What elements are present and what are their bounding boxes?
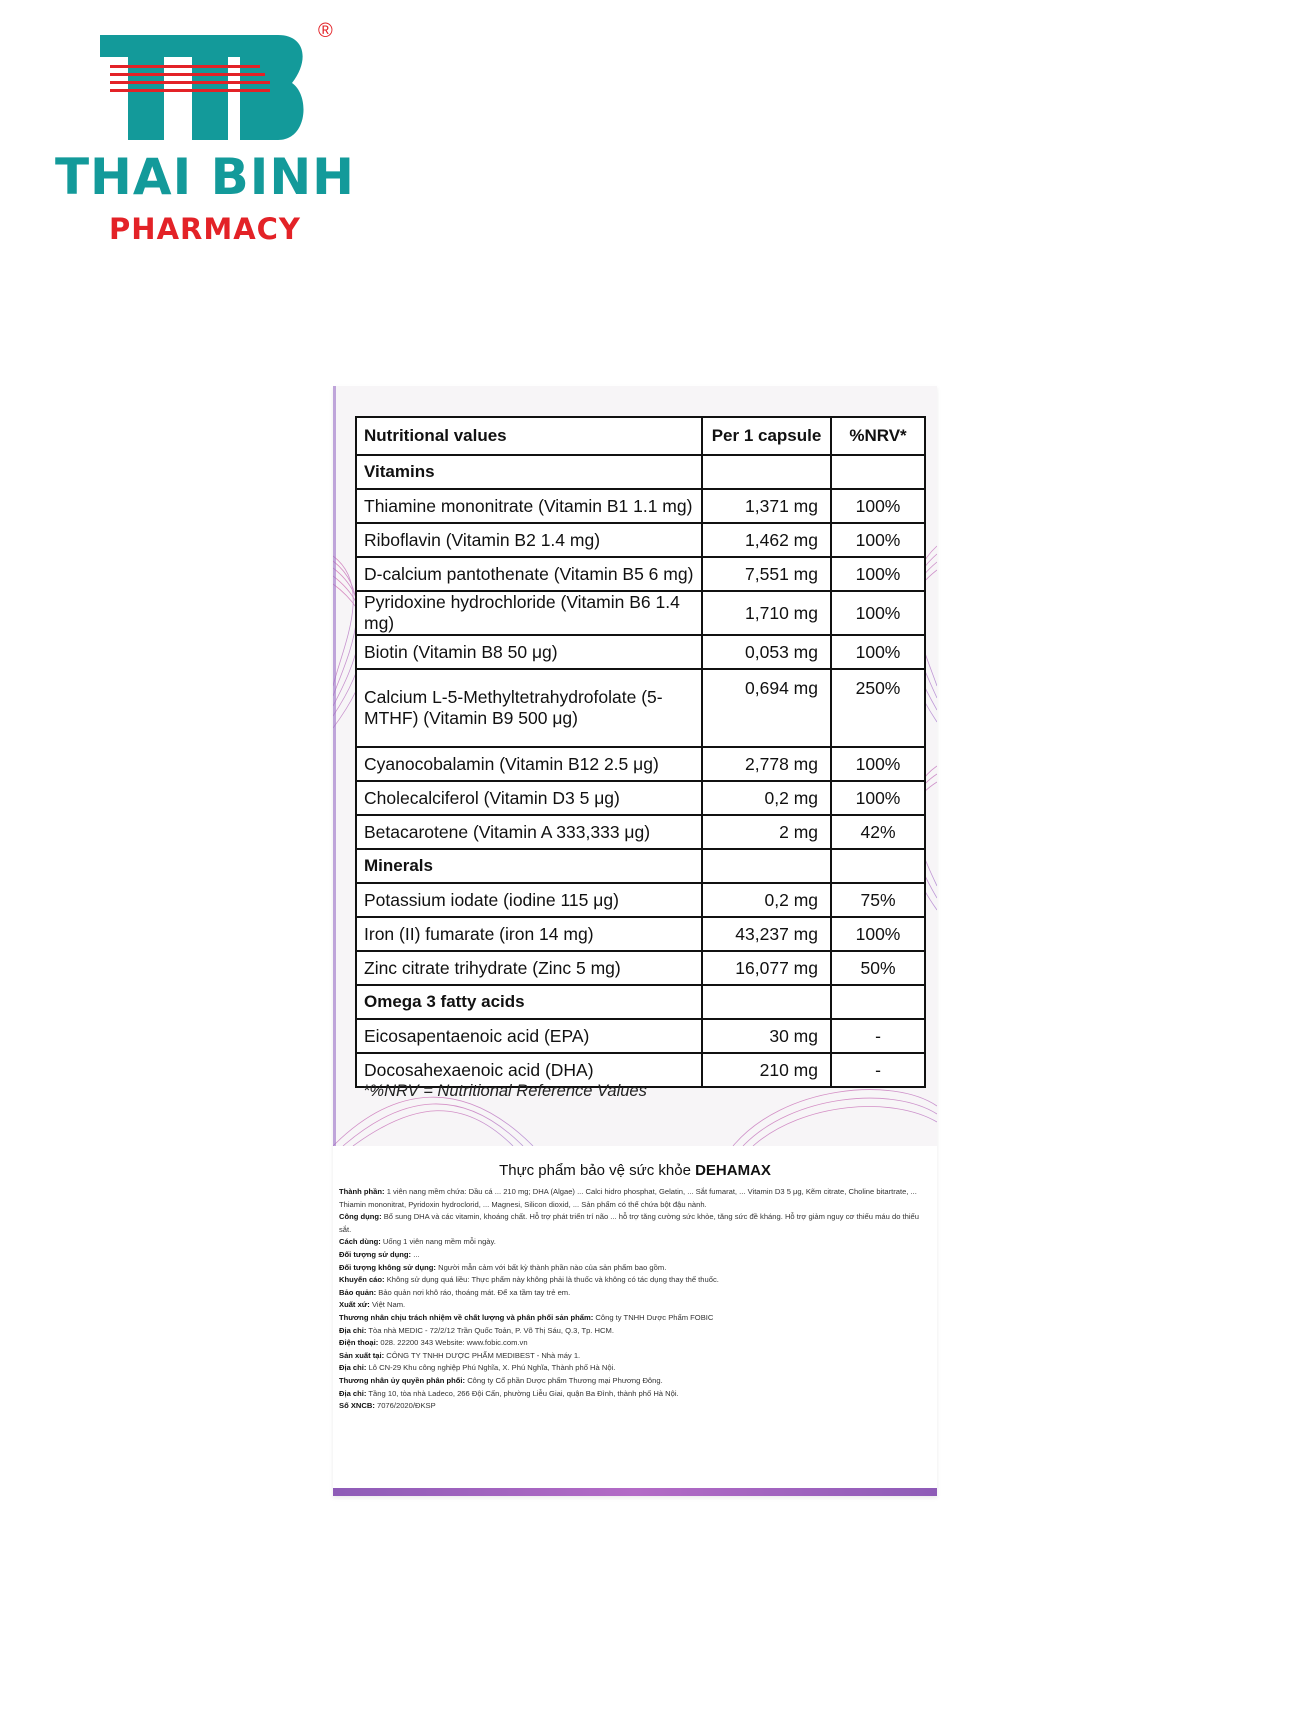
table-row bbox=[356, 815, 925, 849]
product-name: DEHAMAX bbox=[695, 1162, 771, 1179]
section-title: Vitamins bbox=[356, 455, 702, 489]
registered-mark: ® bbox=[318, 20, 333, 42]
table-row bbox=[356, 951, 925, 985]
info-label: Đối tượng không sử dụng: bbox=[339, 1262, 436, 1272]
info-line bbox=[339, 1388, 931, 1401]
info-line bbox=[339, 1299, 931, 1312]
table-header-row bbox=[356, 417, 925, 455]
info-text: 1 viên nang mềm chứa: Dầu cá ... 210 mg; DHA (Algae) ... Calci hidro phosphat, Gelatin, ... Sắt fumarat, ... Vitamin D3 5 μg, Kẽm citrate, Choline bitartrate, ... Thiamin mononitrat, Pyridoxin hydroclorid, ... Magnesi, Silicon dioxid, ... Sản phẩm có thể chứa bột đậu nành. bbox=[339, 1187, 917, 1209]
nutrient-nrv: 50% bbox=[831, 951, 925, 985]
header-nutritional-values: Nutritional values bbox=[356, 417, 702, 455]
table-row bbox=[356, 635, 925, 669]
section-row-minerals bbox=[356, 849, 925, 883]
nutrient-amount: 0,2 mg bbox=[702, 781, 831, 815]
info-text: Tầng 10, tòa nhà Ladeco, 266 Đội Cấn, phường Liễu Giai, quận Ba Đình, thành phố Hà Nội. bbox=[368, 1388, 679, 1398]
info-line bbox=[339, 1337, 931, 1350]
info-text: Công ty TNHH Dược Phẩm FOBIC bbox=[595, 1312, 714, 1322]
info-line bbox=[339, 1236, 931, 1249]
info-label: Cách dùng: bbox=[339, 1237, 381, 1247]
section-row-omega3 bbox=[356, 985, 925, 1019]
nutrient-name: D-calcium pantothenate (Vitamin B5 6 mg) bbox=[356, 557, 702, 591]
table-row bbox=[356, 747, 925, 781]
thai-binh-logo bbox=[40, 20, 370, 250]
section-title: Omega 3 fatty acids bbox=[356, 985, 702, 1019]
nutrient-amount: 210 mg bbox=[702, 1053, 831, 1087]
nutrition-table bbox=[355, 416, 926, 1088]
nutrient-amount: 43,237 mg bbox=[702, 917, 831, 951]
nutrient-name: Cholecalciferol (Vitamin D3 5 μg) bbox=[356, 781, 702, 815]
nutrient-nrv: 42% bbox=[831, 815, 925, 849]
info-line bbox=[339, 1287, 931, 1300]
product-title bbox=[333, 1162, 937, 1179]
logo-name: THAI BINH bbox=[54, 148, 356, 206]
nutrient-nrv: 100% bbox=[831, 781, 925, 815]
info-text: Việt Nam. bbox=[371, 1300, 406, 1310]
nutrient-amount: 0,053 mg bbox=[702, 635, 831, 669]
nutrient-name: Thiamine mononitrate (Vitamin B1 1.1 mg) bbox=[356, 489, 702, 523]
info-label: Địa chỉ: bbox=[339, 1363, 367, 1373]
nutrient-nrv: 100% bbox=[831, 591, 925, 635]
info-line bbox=[339, 1400, 931, 1413]
nutrient-nrv: - bbox=[831, 1053, 925, 1087]
nutrient-nrv: 100% bbox=[831, 635, 925, 669]
info-text: Bổ sung DHA và các vitamin, khoáng chất. Hỗ trợ phát triển trí não ... hỗ trợ tăng cường sức khỏe, tăng sức đề kháng. Hỗ trợ giảm nguy cơ thiếu máu do thiếu sắt. bbox=[339, 1212, 919, 1234]
info-line bbox=[339, 1325, 931, 1338]
nutrient-nrv: - bbox=[831, 1019, 925, 1053]
product-box bbox=[333, 386, 937, 1496]
nutrient-nrv: 75% bbox=[831, 883, 925, 917]
info-label: Điện thoại: bbox=[339, 1338, 379, 1348]
info-text: Công ty Cổ phần Dược phẩm Thương mại Phương Đông. bbox=[467, 1375, 663, 1385]
nutrient-name: Pyridoxine hydrochloride (Vitamin B6 1.4 mg) bbox=[356, 591, 702, 635]
nutrient-name: Iron (II) fumarate (iron 14 mg) bbox=[356, 917, 702, 951]
nrv-footnote: *%NRV = Nutritional Reference Values bbox=[363, 1082, 647, 1100]
nutrient-name: Eicosapentaenoic acid (EPA) bbox=[356, 1019, 702, 1053]
table-row bbox=[356, 883, 925, 917]
info-text: CÔNG TY TNHH DƯỢC PHẨM MEDIBEST - Nhà máy 1. bbox=[386, 1350, 581, 1360]
info-label: Thành phần: bbox=[339, 1187, 385, 1196]
nutrient-amount: 2,778 mg bbox=[702, 747, 831, 781]
info-line bbox=[339, 1186, 931, 1211]
nutrient-nrv: 100% bbox=[831, 557, 925, 591]
info-line bbox=[339, 1211, 931, 1236]
info-line bbox=[339, 1249, 931, 1262]
info-text: Người mẫn cảm với bất kỳ thành phần nào của sản phẩm bao gồm. bbox=[438, 1262, 667, 1272]
nutrient-name: Biotin (Vitamin B8 50 μg) bbox=[356, 635, 702, 669]
nutrient-name: Cyanocobalamin (Vitamin B12 2.5 μg) bbox=[356, 747, 702, 781]
nutrient-name: Calcium L-5-Methyltetrahydrofolate (5-MTHF) (Vitamin B9 500 μg) bbox=[356, 669, 702, 747]
header-nrv: %NRV* bbox=[831, 417, 925, 455]
table-row bbox=[356, 669, 925, 747]
nutrient-name: Potassium iodate (iodine 115 μg) bbox=[356, 883, 702, 917]
nutrient-name: Zinc citrate trihydrate (Zinc 5 mg) bbox=[356, 951, 702, 985]
info-line bbox=[339, 1274, 931, 1287]
info-text: 7076/2020/ĐKSP bbox=[376, 1401, 436, 1411]
nutrient-nrv: 100% bbox=[831, 523, 925, 557]
section-title: Minerals bbox=[356, 849, 702, 883]
nutrient-amount: 1,371 mg bbox=[702, 489, 831, 523]
info-label: Công dụng: bbox=[339, 1212, 382, 1222]
nutrient-amount: 30 mg bbox=[702, 1019, 831, 1053]
table-row bbox=[356, 591, 925, 635]
ttb-logo-mark bbox=[100, 35, 310, 140]
info-line bbox=[339, 1375, 931, 1388]
table-row bbox=[356, 489, 925, 523]
info-line bbox=[339, 1350, 931, 1363]
info-text: Bảo quản nơi khô ráo, thoáng mát. Để xa tầm tay trẻ em. bbox=[378, 1287, 571, 1297]
header-per-capsule: Per 1 capsule bbox=[702, 417, 831, 455]
info-line bbox=[339, 1312, 931, 1325]
nutrient-amount: 0,694 mg bbox=[702, 669, 831, 747]
table-row bbox=[356, 1019, 925, 1053]
info-label: Xuất xứ: bbox=[339, 1300, 370, 1310]
info-label: Số XNCB: bbox=[339, 1401, 375, 1411]
info-line bbox=[339, 1362, 931, 1375]
info-text: Uống 1 viên nang mềm mỗi ngày. bbox=[382, 1237, 496, 1247]
info-label: Thương nhân ủy quyền phân phối: bbox=[339, 1375, 466, 1385]
info-line bbox=[339, 1262, 931, 1275]
info-label: Bảo quản: bbox=[339, 1287, 377, 1297]
info-label: Khuyến cáo: bbox=[339, 1275, 385, 1285]
info-label: Đối tượng sử dụng: bbox=[339, 1249, 412, 1259]
info-text: 028. 22200 343 Website: www.fobic.com.vn bbox=[380, 1338, 528, 1348]
logo-subtitle: PHARMACY bbox=[109, 212, 301, 246]
info-label: Địa chỉ: bbox=[339, 1325, 367, 1335]
box-bottom-edge bbox=[333, 1488, 937, 1496]
nutrient-amount: 0,2 mg bbox=[702, 883, 831, 917]
nutrient-nrv: 100% bbox=[831, 489, 925, 523]
info-text: ... bbox=[413, 1249, 420, 1259]
table-row bbox=[356, 917, 925, 951]
info-label: Sản xuất tại: bbox=[339, 1350, 385, 1360]
nutrient-name: Docosahexaenoic acid (DHA) bbox=[356, 1053, 702, 1087]
nutrient-name: Betacarotene (Vitamin A 333,333 μg) bbox=[356, 815, 702, 849]
table-row bbox=[356, 557, 925, 591]
nutrient-amount: 1,710 mg bbox=[702, 591, 831, 635]
nutrient-amount: 2 mg bbox=[702, 815, 831, 849]
info-text: Tòa nhà MEDIC - 72/2/12 Trần Quốc Toản, P. Võ Thị Sáu, Q.3, Tp. HCM. bbox=[368, 1325, 614, 1335]
table-row bbox=[356, 523, 925, 557]
nutrient-amount: 1,462 mg bbox=[702, 523, 831, 557]
info-text: Không sử dụng quá liều: Thực phẩm này không phải là thuốc và không có tác dụng thay thế thuốc. bbox=[386, 1275, 719, 1285]
info-label: Địa chỉ: bbox=[339, 1388, 367, 1398]
info-label: Thương nhân chịu trách nhiệm về chất lượng và phân phối sản phẩm: bbox=[339, 1312, 594, 1322]
table-row bbox=[356, 781, 925, 815]
nutrient-nrv: 250% bbox=[831, 669, 925, 747]
nutrient-name: Riboflavin (Vitamin B2 1.4 mg) bbox=[356, 523, 702, 557]
nutrient-nrv: 100% bbox=[831, 917, 925, 951]
nutrient-nrv: 100% bbox=[831, 747, 925, 781]
info-text: Lô CN-29 Khu công nghiệp Phú Nghĩa, X. Phú Nghĩa, Thành phố Hà Nội. bbox=[368, 1363, 616, 1373]
section-row-vitamins bbox=[356, 455, 925, 489]
product-info-block bbox=[339, 1186, 931, 1413]
nutrient-amount: 16,077 mg bbox=[702, 951, 831, 985]
product-title-prefix: Thực phẩm bảo vệ sức khỏe bbox=[499, 1162, 691, 1179]
nutrient-amount: 7,551 mg bbox=[702, 557, 831, 591]
